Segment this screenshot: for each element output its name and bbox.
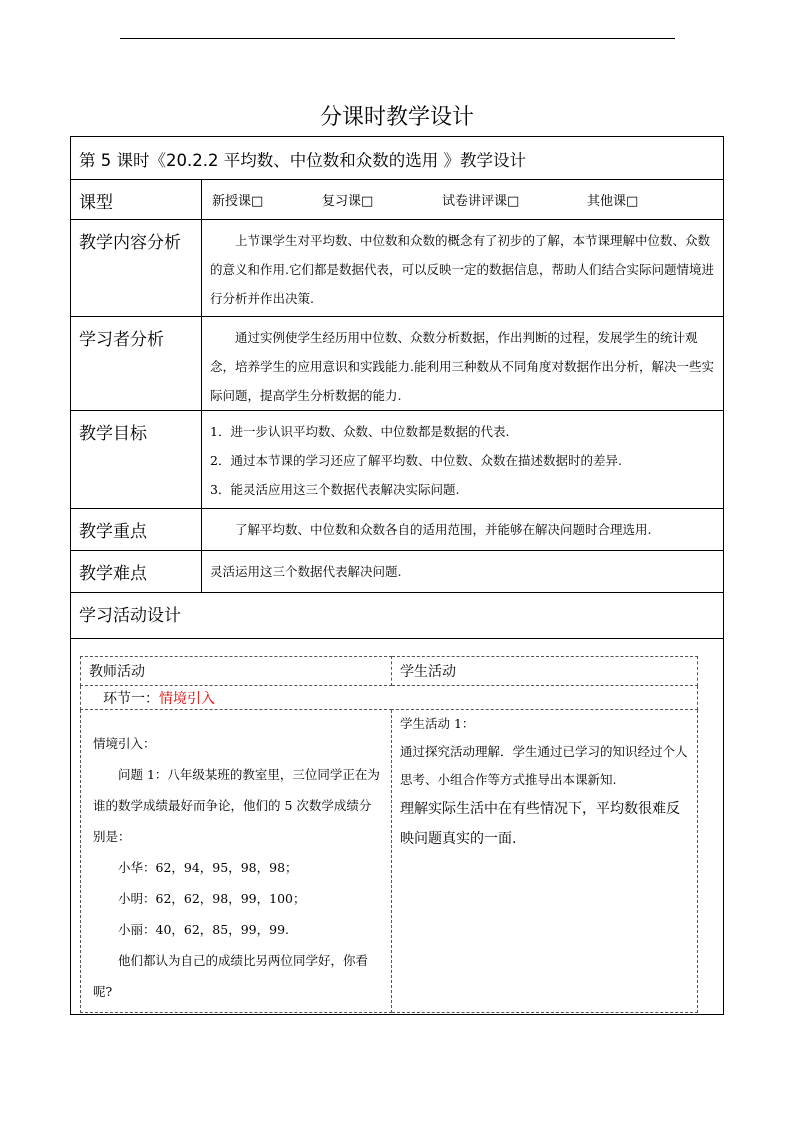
teacher-line: 小明：62，62，98，99，100； — [118, 891, 306, 906]
stage-name: 情境引入 — [159, 691, 215, 707]
document-title: 分课时教学设计 — [319, 105, 474, 130]
teacher-line: 他们都认为自己的成绩比另两位同学好，你看呢? — [93, 953, 369, 999]
lesson-type-other[interactable]: 其他课□ — [587, 194, 639, 209]
objective-item: 2．通过本节课的学习还应了解平均数、中位数、众数在描述数据时的差异. — [210, 453, 622, 468]
content-analysis-label: 教学内容分析 — [71, 220, 202, 317]
stage-heading — [81, 686, 698, 710]
objective-item: 3．能灵活应用这三个数据代表解决实际问题. — [210, 482, 460, 497]
lesson-type-label: 课型 — [71, 180, 202, 220]
activity-design-label: 学习活动设计 — [71, 593, 724, 639]
student-activity-title: 学生活动 1： — [400, 716, 475, 731]
key-points-text: 了解平均数、中位数和众数各自的适用范围，并能够在解决问题时合理选用. — [202, 509, 724, 551]
student-activity-content — [392, 710, 698, 1013]
difficulties-text: 灵活运用这三个数据代表解决问题. — [202, 551, 724, 593]
objective-item: 1．进一步认识平均数、众数、中位数都是数据的代表. — [210, 424, 510, 439]
learner-analysis-label: 学习者分析 — [71, 317, 202, 411]
content-analysis-text: 上节课学生对平均数、中位数和众数的概念有了初步的了解，本节课理解中位数、众数的意义和作用.它们都是数据代表，可以反映一定的数据信息，帮助人们结合实际问题情境进行分析并作出决策. — [202, 220, 724, 317]
key-points-label: 教学重点 — [71, 509, 202, 551]
student-activity-text-2: 理解实际生活中在有些情况下，平均数很难反映问题真实的一面. — [400, 801, 680, 847]
header-rule — [120, 38, 675, 39]
objectives-label: 教学目标 — [71, 411, 202, 509]
lesson-type-new[interactable]: 新授课□ — [212, 194, 264, 209]
learner-analysis-text: 通过实例使学生经历用中位数、众数分析数据，作出判断的过程，发展学生的统计观念，培养学生的应用意识和实践能力.能利用三种数从不同角度对数据作出分析，解决一些实际问题，提高学生分析数据的能力. — [202, 317, 724, 411]
lesson-type-exam[interactable]: 试卷讲评课□ — [442, 194, 520, 209]
objectives-list — [202, 411, 724, 509]
student-activity-text: 通过探究活动理解．学生通过已学习的知识经过个人思考、小组合作等方式推导出本课新知. — [400, 744, 688, 787]
activity-table — [80, 656, 698, 1013]
stage-prefix: 环节一： — [103, 691, 159, 707]
teacher-line: 情境引入： — [93, 736, 156, 751]
lesson-type-options — [202, 180, 724, 220]
teacher-line: 小丽：40，62，85，99，99. — [118, 922, 290, 937]
difficulties-label: 教学难点 — [71, 551, 202, 593]
course-title: 第 5 课时《20.2.2 平均数、中位数和众数的选用 》教学设计 — [71, 137, 724, 180]
student-activity-header: 学生活动 — [392, 657, 698, 686]
teacher-activity-header: 教师活动 — [81, 657, 392, 686]
teacher-line: 小华：62，94，95，98，98； — [118, 860, 298, 875]
teacher-line: 问题 1：八年级某班的教室里，三位同学正在为谁的数学成绩最好而争论，他们的 5 次数学成绩分别是： — [93, 767, 380, 844]
lesson-type-review[interactable]: 复习课□ — [322, 194, 374, 209]
teacher-activity-content — [81, 710, 392, 1013]
